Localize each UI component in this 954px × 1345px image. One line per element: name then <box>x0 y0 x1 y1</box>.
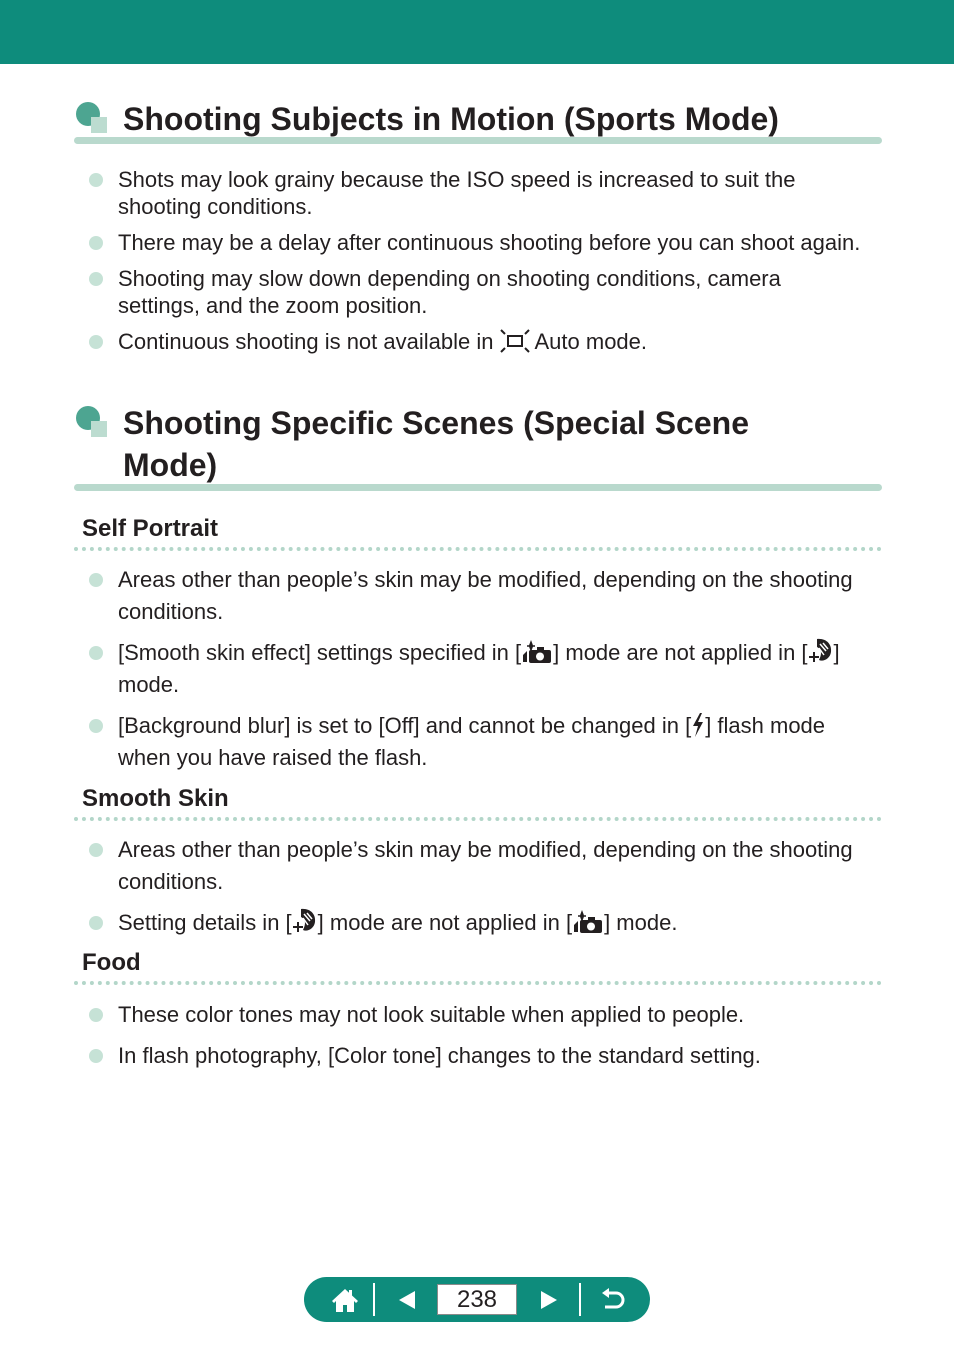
list-item: In flash photography, [Color tone] changes to the standard setting. <box>88 1040 868 1072</box>
next-page-button[interactable] <box>524 1277 574 1322</box>
list-item: Shooting may slow down depending on shooting conditions, camera settings, and the zoom position. <box>88 265 868 319</box>
previous-page-icon <box>397 1290 417 1310</box>
list-item: [Background blur] is set to [Off] and cannot be changed in [ ] flash mode when you have raised the flash. <box>88 710 868 774</box>
section-rule <box>74 137 882 144</box>
return-button[interactable] <box>586 1277 640 1322</box>
list-item: Continuous shooting is not available in Auto mode. <box>88 328 868 355</box>
section-title-special-scene <box>74 402 882 486</box>
dotted-divider <box>74 817 882 821</box>
section-marker-icon <box>74 102 110 134</box>
next-page-icon <box>539 1290 559 1310</box>
dotted-divider <box>74 547 882 551</box>
header-bar <box>0 0 954 64</box>
section-rule <box>74 484 882 491</box>
return-icon <box>599 1288 627 1312</box>
previous-page-button[interactable] <box>382 1277 432 1322</box>
section-marker-icon <box>74 406 110 438</box>
food-notes <box>88 999 868 1081</box>
self-portrait-mode-icon <box>521 640 553 664</box>
flash-on-icon <box>691 713 705 737</box>
scene-intelligent-auto-icon <box>500 329 530 353</box>
subheading-food: Food <box>82 949 141 976</box>
self-portrait-mode-icon <box>572 910 604 934</box>
section-heading: Shooting Subjects in Motion (Sports Mode) <box>123 101 779 137</box>
list-item: [Smooth skin effect] settings specified in [ ] mode are not applied in [ ] mode. <box>88 637 868 701</box>
home-button[interactable] <box>318 1277 372 1322</box>
home-icon <box>331 1287 359 1313</box>
sports-mode-notes <box>88 166 868 364</box>
nav-separator <box>373 1283 375 1316</box>
list-item: Areas other than people’s skin may be modified, depending on the shooting conditions. <box>88 834 868 898</box>
subheading-smooth-skin: Smooth Skin <box>82 785 229 812</box>
list-item: There may be a delay after continuous shooting before you can shoot again. <box>88 229 868 256</box>
smooth-skin-notes <box>88 834 868 948</box>
nav-separator <box>579 1283 581 1316</box>
list-item: Setting details in [ ] mode are not applied in [ ] mode. <box>88 907 868 939</box>
subheading-self-portrait: Self Portrait <box>82 515 219 542</box>
section-heading: Shooting Specific Scenes (Special Scene Mode) <box>123 405 749 483</box>
dotted-divider <box>74 981 882 985</box>
list-item: Areas other than people’s skin may be modified, depending on the shooting conditions. <box>88 564 868 628</box>
smooth-skin-mode-icon <box>808 638 834 664</box>
page-number: 238 <box>437 1284 517 1315</box>
page-navigation-bar <box>304 1277 650 1322</box>
section-title-sports-mode <box>74 98 882 140</box>
list-item: Shots may look grainy because the ISO speed is increased to suit the shooting conditions. <box>88 166 868 220</box>
self-portrait-notes <box>88 564 868 783</box>
smooth-skin-mode-icon <box>292 908 318 934</box>
list-item: These color tones may not look suitable when applied to people. <box>88 999 868 1031</box>
